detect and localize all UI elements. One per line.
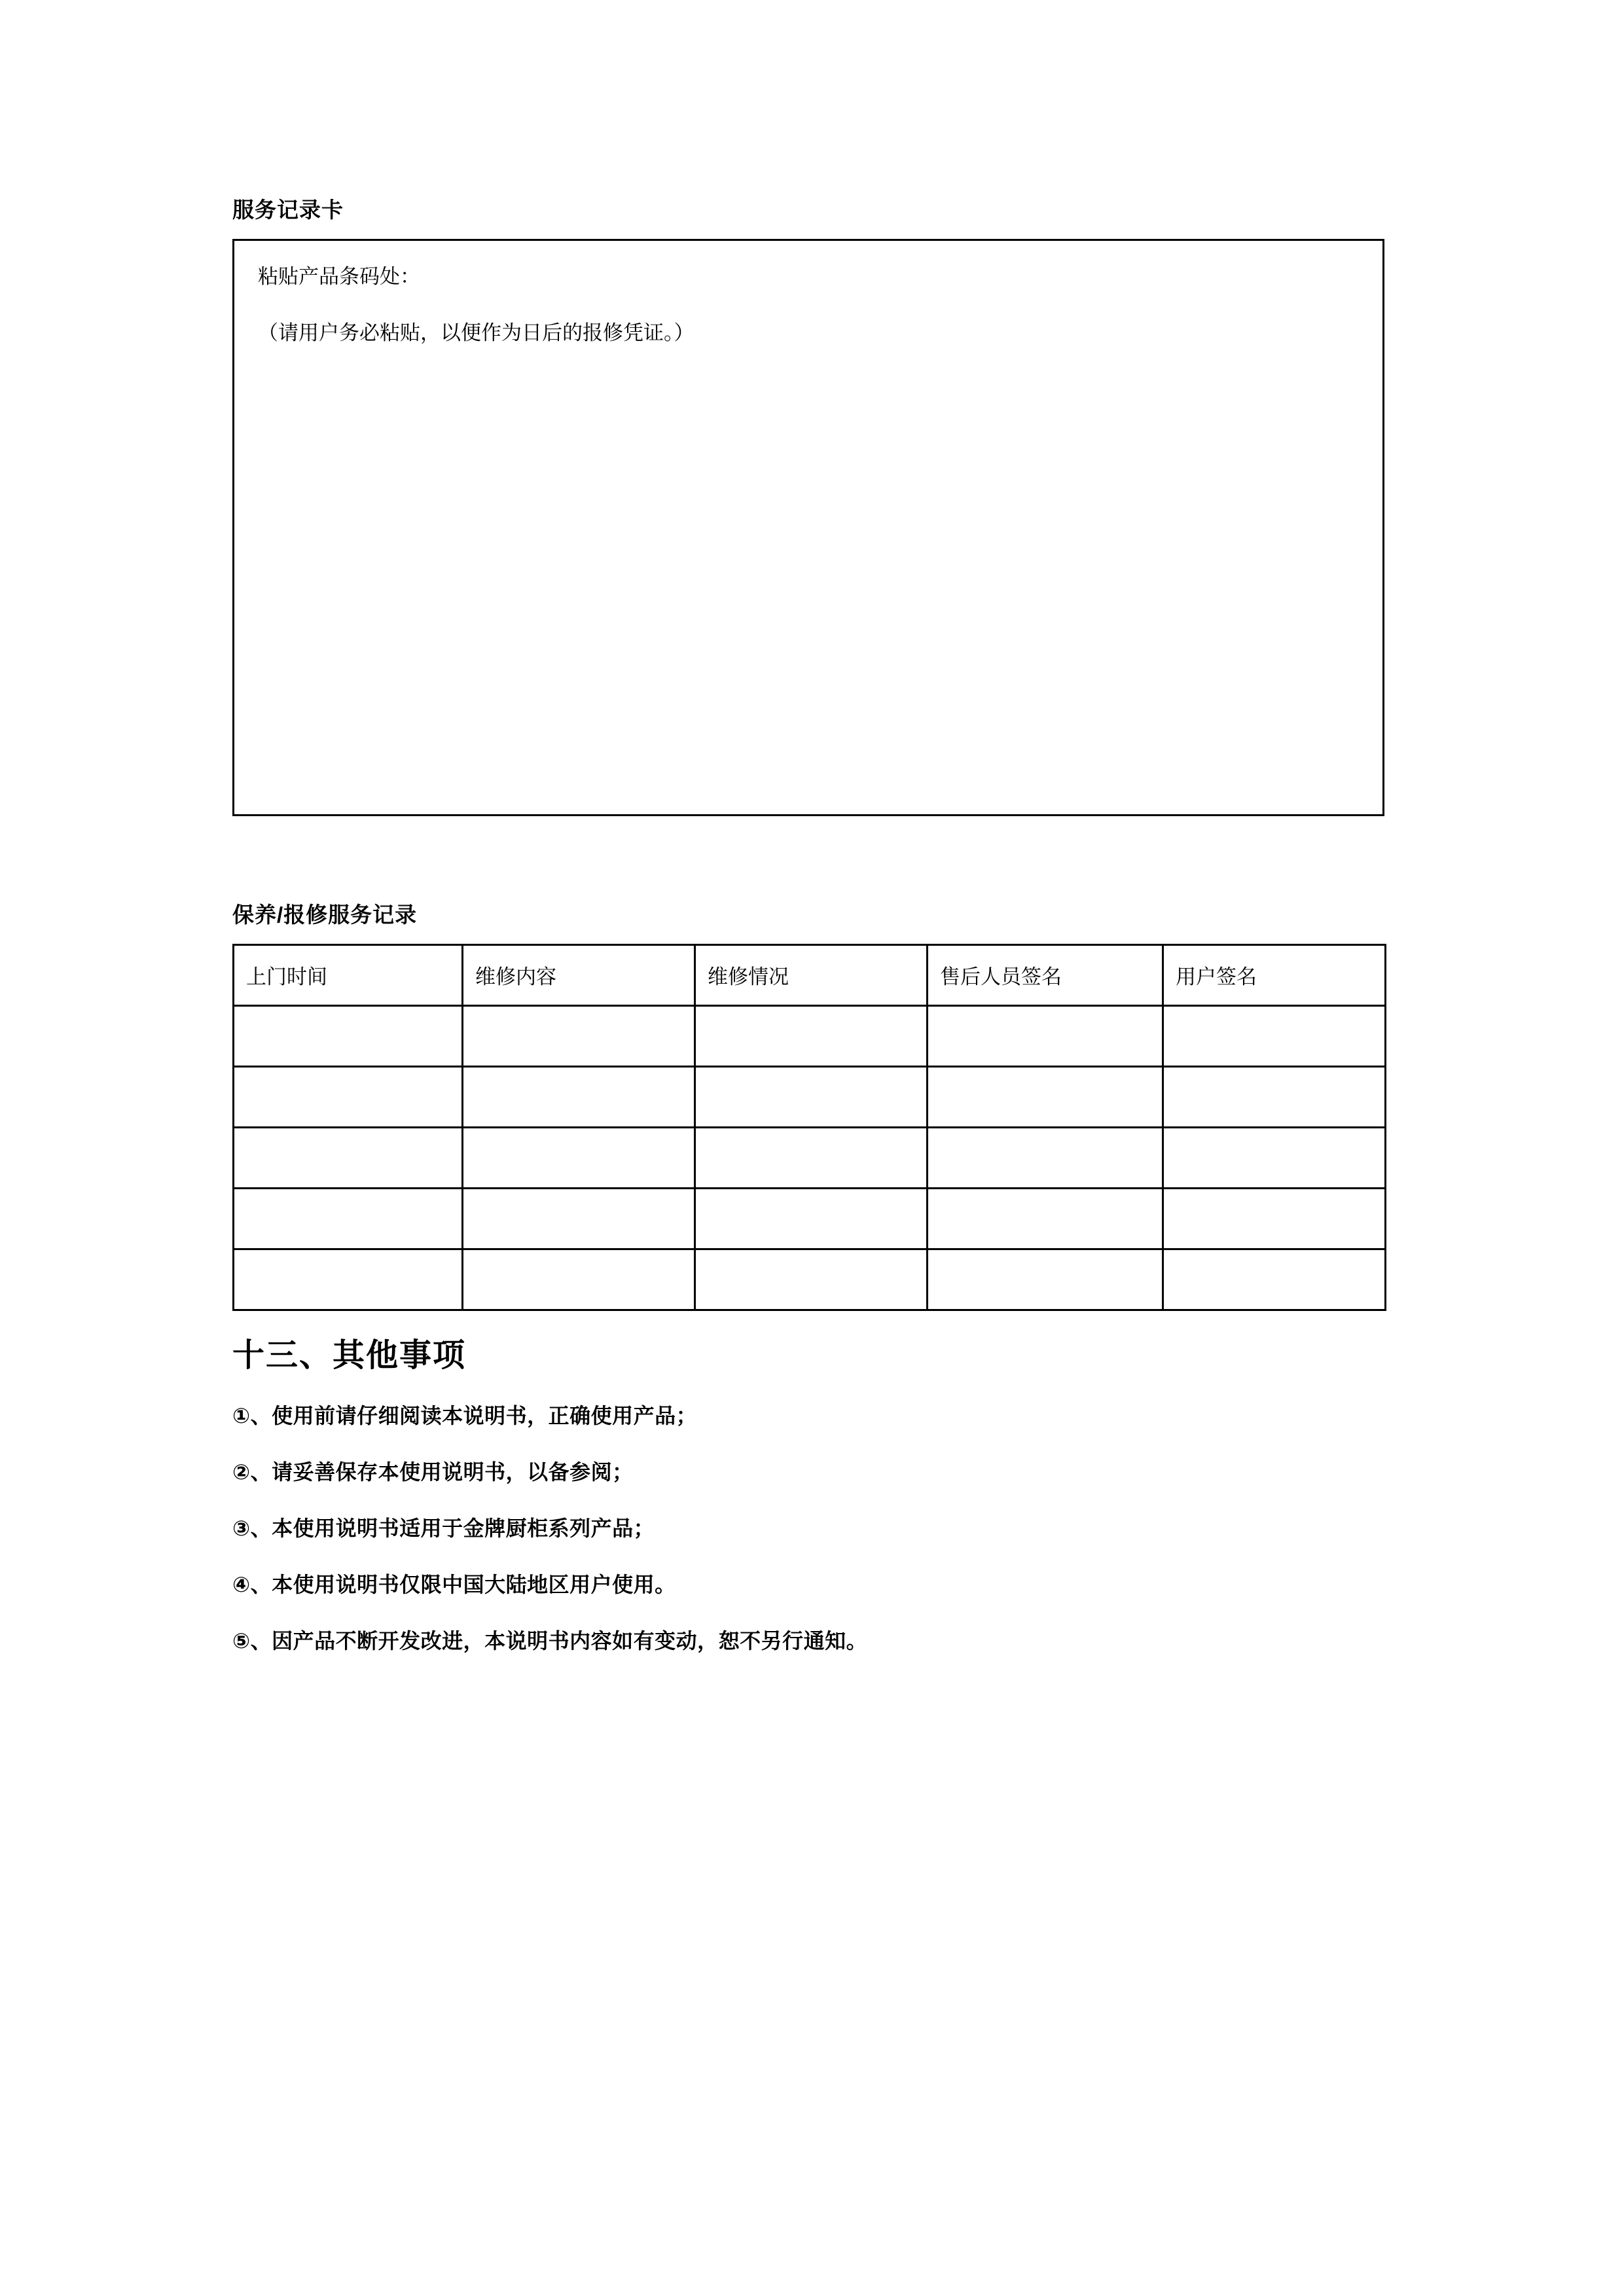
- other-matters-item: ④、本使用说明书仅限中国大陆地区用户使用。: [232, 1573, 676, 1597]
- other-matters-item: ⑤、因产品不断开发改进，本说明书内容如有变动，恕不另行通知。: [232, 1629, 868, 1653]
- column-header-user-signature: 用户签名: [1163, 944, 1386, 1005]
- spacer: [232, 816, 1384, 901]
- other-matters-item: ②、请妥善保存本使用说明书，以备参阅；: [232, 1460, 634, 1484]
- cell-staff-signature: [928, 1249, 1163, 1310]
- cell-repair-status: [695, 1066, 928, 1127]
- cell-user-signature: [1163, 1249, 1386, 1310]
- column-header-repair-content: 维修内容: [463, 944, 695, 1005]
- table-row: [234, 1127, 1386, 1188]
- page-content: [232, 196, 1384, 1657]
- cell-staff-signature: [928, 1188, 1163, 1249]
- table-row: [234, 1005, 1386, 1066]
- cell-repair-status: [695, 1188, 928, 1249]
- barcode-paste-box: [232, 239, 1384, 816]
- cell-visit-time: [234, 1188, 463, 1249]
- table-row: [234, 1188, 1386, 1249]
- cell-repair-status: [695, 1127, 928, 1188]
- table-row: [234, 1249, 1386, 1310]
- cell-user-signature: [1163, 1005, 1386, 1066]
- cell-repair-status: [695, 1249, 928, 1310]
- chapter-heading-other-matters: 十三、其他事项: [232, 1337, 467, 1373]
- barcode-note: （请用户务必粘贴，以便作为日后的报修凭证。）: [258, 321, 695, 345]
- maintenance-record-table: [232, 944, 1386, 1311]
- cell-staff-signature: [928, 1005, 1163, 1066]
- maintenance-record-title: 保养/报修服务记录: [232, 902, 418, 927]
- barcode-label: 粘贴产品条码处：: [258, 264, 420, 288]
- cell-repair-content: [463, 1249, 695, 1310]
- table-row: [234, 1066, 1386, 1127]
- cell-user-signature: [1163, 1188, 1386, 1249]
- cell-visit-time: [234, 1127, 463, 1188]
- table-header-row: [234, 944, 1386, 1005]
- cell-repair-content: [463, 1188, 695, 1249]
- cell-visit-time: [234, 1066, 463, 1127]
- column-header-visit-time: 上门时间: [234, 944, 463, 1005]
- cell-repair-status: [695, 1005, 928, 1066]
- cell-repair-content: [463, 1005, 695, 1066]
- other-matters-item: ①、使用前请仔细阅读本说明书，正确使用产品；: [232, 1404, 698, 1428]
- cell-visit-time: [234, 1005, 463, 1066]
- cell-user-signature: [1163, 1066, 1386, 1127]
- other-matters-item: ③、本使用说明书适用于金牌厨柜系列产品；: [232, 1516, 655, 1541]
- cell-repair-content: [463, 1066, 695, 1127]
- cell-staff-signature: [928, 1127, 1163, 1188]
- column-header-repair-status: 维修情况: [695, 944, 928, 1005]
- cell-visit-time: [234, 1249, 463, 1310]
- cell-staff-signature: [928, 1066, 1163, 1127]
- cell-repair-content: [463, 1127, 695, 1188]
- cell-user-signature: [1163, 1127, 1386, 1188]
- column-header-staff-signature: 售后人员签名: [928, 944, 1163, 1005]
- service-card-title: 服务记录卡: [232, 198, 344, 222]
